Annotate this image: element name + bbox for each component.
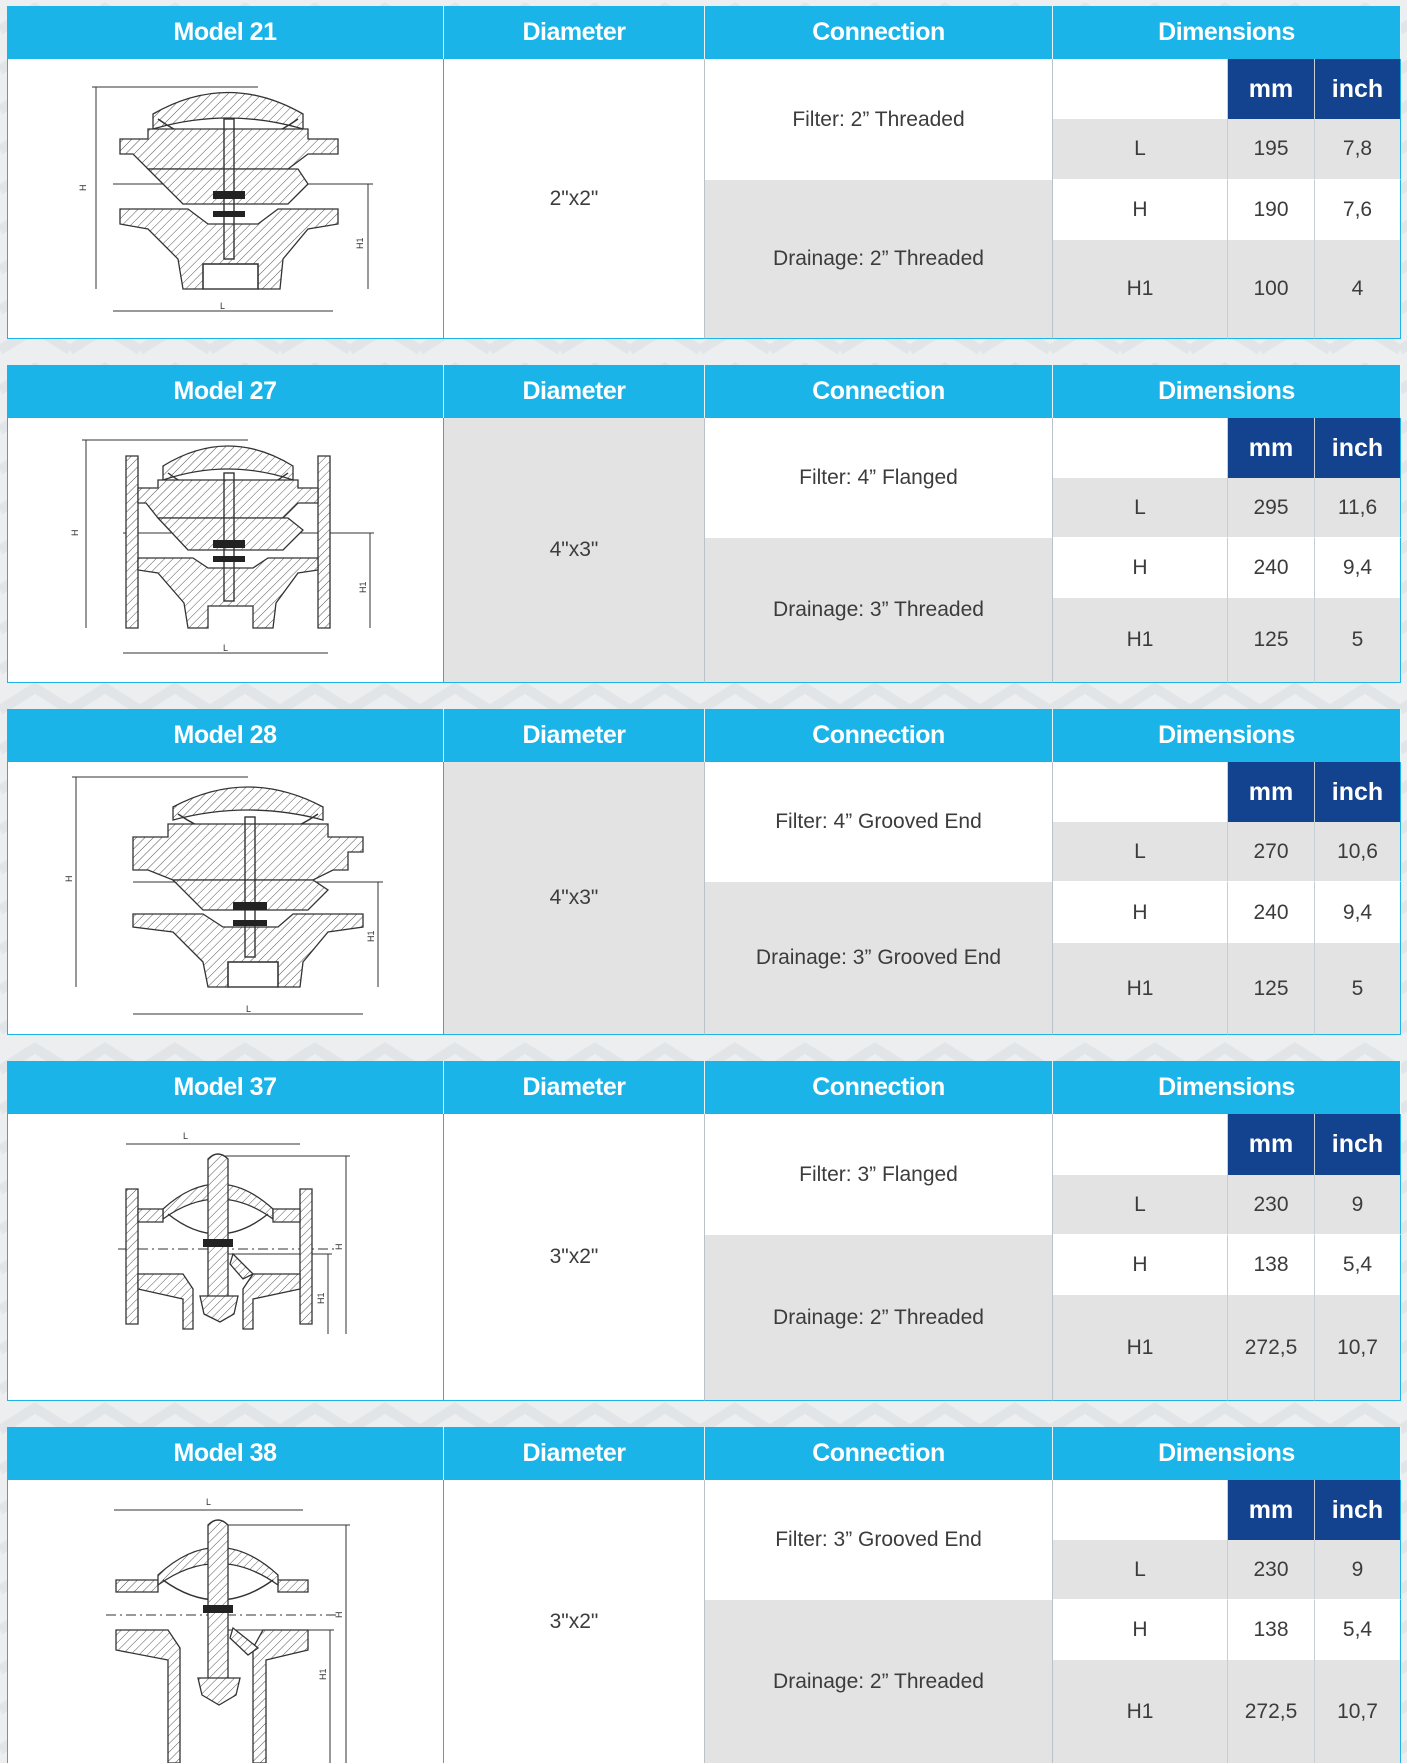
dim-mm-H: 190 bbox=[1227, 180, 1314, 240]
svg-text:H1: H1 bbox=[366, 930, 376, 942]
drainage-connection: Drainage: 2” Threaded bbox=[705, 180, 1053, 339]
model-title: Model 37 bbox=[7, 1061, 444, 1114]
mm-header: mm bbox=[1227, 1114, 1314, 1175]
dim-label-H1: H1 bbox=[1053, 1660, 1227, 1763]
diameter-value: 3"x2" bbox=[444, 1114, 705, 1401]
dims-corner-cell bbox=[1053, 1114, 1227, 1175]
svg-text:H1: H1 bbox=[318, 1668, 328, 1680]
dim-mm-L: 230 bbox=[1227, 1540, 1314, 1600]
inch-header: inch bbox=[1314, 418, 1401, 478]
dim-inch-L: 7,8 bbox=[1314, 119, 1401, 180]
dim-mm-H1: 272,5 bbox=[1227, 1295, 1314, 1401]
svg-text:H1: H1 bbox=[355, 237, 365, 249]
dimensions-header: Dimensions bbox=[1053, 365, 1401, 418]
svg-text:H: H bbox=[78, 184, 88, 191]
dim-inch-H: 5,4 bbox=[1314, 1600, 1401, 1660]
diameter-value: 4"x3" bbox=[444, 418, 705, 683]
mm-header: mm bbox=[1227, 59, 1314, 119]
svg-text:L: L bbox=[223, 643, 229, 653]
dims-corner-cell bbox=[1053, 1480, 1227, 1540]
svg-text:H: H bbox=[334, 1243, 344, 1250]
inch-header: inch bbox=[1314, 59, 1401, 119]
diameter-header: Diameter bbox=[444, 1061, 705, 1114]
dim-label-L: L bbox=[1053, 822, 1227, 882]
valve-cross-section-icon bbox=[8, 418, 445, 683]
dim-inch-H: 9,4 bbox=[1314, 538, 1401, 598]
spec-table-model-28 bbox=[7, 709, 1401, 1035]
dim-label-L: L bbox=[1053, 119, 1227, 180]
diameter-value: 4"x3" bbox=[444, 762, 705, 1035]
inch-header: inch bbox=[1314, 1480, 1401, 1540]
dim-mm-H1: 272,5 bbox=[1227, 1660, 1314, 1763]
dim-mm-L: 270 bbox=[1227, 822, 1314, 882]
dim-label-L: L bbox=[1053, 1540, 1227, 1600]
mm-header: mm bbox=[1227, 762, 1314, 822]
dim-mm-H1: 125 bbox=[1227, 943, 1314, 1035]
diameter-value: 3"x2" bbox=[444, 1480, 705, 1763]
valve-drawing bbox=[7, 59, 444, 339]
dim-inch-L: 9 bbox=[1314, 1540, 1401, 1600]
dim-inch-H1: 4 bbox=[1314, 240, 1401, 339]
dim-mm-H1: 125 bbox=[1227, 598, 1314, 683]
spec-table-model-21 bbox=[7, 6, 1401, 339]
dim-inch-L: 10,6 bbox=[1314, 822, 1401, 882]
connection-header: Connection bbox=[705, 365, 1053, 418]
dim-label-H: H bbox=[1053, 538, 1227, 598]
diameter-header: Diameter bbox=[444, 709, 705, 762]
dims-corner-cell bbox=[1053, 59, 1227, 119]
drainage-connection: Drainage: 2” Threaded bbox=[705, 1235, 1053, 1401]
dim-inch-H: 5,4 bbox=[1314, 1235, 1401, 1295]
diameter-header: Diameter bbox=[444, 1427, 705, 1480]
filter-connection: Filter: 2” Threaded bbox=[705, 59, 1053, 180]
diameter-header: Diameter bbox=[444, 365, 705, 418]
drainage-connection: Drainage: 3” Grooved End bbox=[705, 882, 1053, 1035]
connection-header: Connection bbox=[705, 1061, 1053, 1114]
dim-mm-H: 138 bbox=[1227, 1600, 1314, 1660]
dim-mm-H: 138 bbox=[1227, 1235, 1314, 1295]
model-title: Model 38 bbox=[7, 1427, 444, 1480]
dim-label-H1: H1 bbox=[1053, 943, 1227, 1035]
svg-text:H: H bbox=[70, 529, 80, 536]
svg-text:L: L bbox=[220, 301, 226, 311]
inch-header: inch bbox=[1314, 762, 1401, 822]
dim-label-H: H bbox=[1053, 882, 1227, 943]
mm-header: mm bbox=[1227, 1480, 1314, 1540]
dim-mm-H1: 100 bbox=[1227, 240, 1314, 339]
dim-inch-H1: 10,7 bbox=[1314, 1295, 1401, 1401]
mm-header: mm bbox=[1227, 418, 1314, 478]
valve-drawing bbox=[7, 418, 444, 683]
dim-inch-H: 9,4 bbox=[1314, 882, 1401, 943]
svg-text:H: H bbox=[64, 875, 74, 882]
drainage-connection: Drainage: 2” Threaded bbox=[705, 1600, 1053, 1763]
diameter-value: 2"x2" bbox=[444, 59, 705, 339]
dim-label-H1: H1 bbox=[1053, 1295, 1227, 1401]
spec-table-model-27 bbox=[7, 365, 1401, 683]
dim-mm-H: 240 bbox=[1227, 538, 1314, 598]
filter-connection: Filter: 4” Flanged bbox=[705, 418, 1053, 538]
connection-header: Connection bbox=[705, 709, 1053, 762]
dimensions-header: Dimensions bbox=[1053, 709, 1401, 762]
valve-drawing bbox=[7, 1114, 444, 1401]
dimensions-header: Dimensions bbox=[1053, 6, 1401, 59]
dim-label-H: H bbox=[1053, 1235, 1227, 1295]
dim-inch-H1: 5 bbox=[1314, 598, 1401, 683]
filter-connection: Filter: 4” Grooved End bbox=[705, 762, 1053, 882]
spec-table-model-37 bbox=[7, 1061, 1401, 1401]
valve-cross-section-icon bbox=[8, 1114, 445, 1401]
dim-inch-H1: 10,7 bbox=[1314, 1660, 1401, 1763]
inch-header: inch bbox=[1314, 1114, 1401, 1175]
model-title: Model 27 bbox=[7, 365, 444, 418]
valve-cross-section-icon bbox=[8, 1480, 445, 1763]
valve-drawing bbox=[7, 1480, 444, 1763]
dim-mm-H: 240 bbox=[1227, 882, 1314, 943]
spec-table-model-38 bbox=[7, 1427, 1401, 1763]
dim-mm-L: 295 bbox=[1227, 478, 1314, 538]
dimensions-header: Dimensions bbox=[1053, 1061, 1401, 1114]
dim-label-L: L bbox=[1053, 1175, 1227, 1235]
connection-header: Connection bbox=[705, 1427, 1053, 1480]
dim-inch-L: 11,6 bbox=[1314, 478, 1401, 538]
valve-drawing bbox=[7, 762, 444, 1035]
dim-label-H: H bbox=[1053, 180, 1227, 240]
dim-label-L: L bbox=[1053, 478, 1227, 538]
valve-cross-section-icon bbox=[8, 762, 445, 1035]
svg-text:L: L bbox=[183, 1131, 189, 1141]
dim-label-H: H bbox=[1053, 1600, 1227, 1660]
dim-inch-H: 7,6 bbox=[1314, 180, 1401, 240]
filter-connection: Filter: 3” Flanged bbox=[705, 1114, 1053, 1235]
svg-text:H: H bbox=[334, 1611, 344, 1618]
diameter-header: Diameter bbox=[444, 6, 705, 59]
dimensions-header: Dimensions bbox=[1053, 1427, 1401, 1480]
dim-inch-L: 9 bbox=[1314, 1175, 1401, 1235]
dim-inch-H1: 5 bbox=[1314, 943, 1401, 1035]
connection-header: Connection bbox=[705, 6, 1053, 59]
model-title: Model 28 bbox=[7, 709, 444, 762]
dim-label-H1: H1 bbox=[1053, 240, 1227, 339]
dim-mm-L: 230 bbox=[1227, 1175, 1314, 1235]
filter-connection: Filter: 3” Grooved End bbox=[705, 1480, 1053, 1600]
dims-corner-cell bbox=[1053, 762, 1227, 822]
dims-corner-cell bbox=[1053, 418, 1227, 478]
svg-text:L: L bbox=[246, 1004, 252, 1014]
svg-text:H1: H1 bbox=[358, 581, 368, 593]
svg-text:L: L bbox=[206, 1497, 212, 1507]
valve-cross-section-icon bbox=[8, 59, 445, 339]
drainage-connection: Drainage: 3” Threaded bbox=[705, 538, 1053, 683]
model-title: Model 21 bbox=[7, 6, 444, 59]
dim-label-H1: H1 bbox=[1053, 598, 1227, 683]
svg-text:H1: H1 bbox=[316, 1292, 326, 1304]
dim-mm-L: 195 bbox=[1227, 119, 1314, 180]
